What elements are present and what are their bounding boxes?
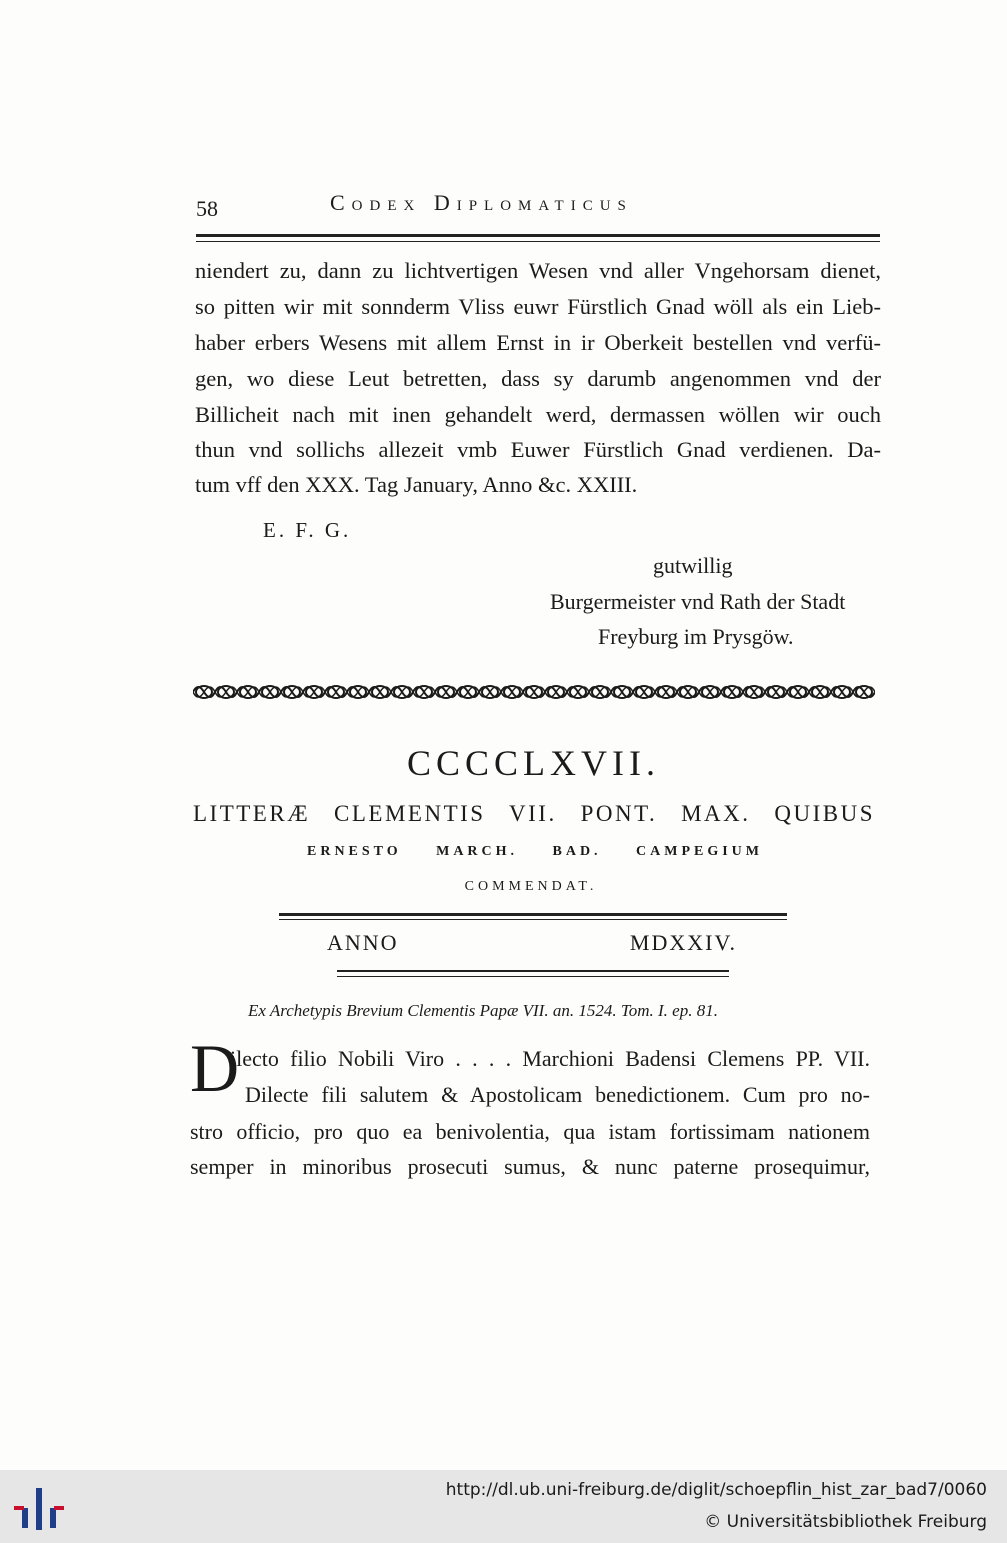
copyright-notice: © Universitätsbibliothek Freiburg <box>704 1512 987 1532</box>
running-title: Codex Diplomaticus <box>330 190 633 215</box>
text-line: ilecto filio Nobili Viro . . . . Marchioni Badensi Clemens PP. VII. <box>230 1046 870 1071</box>
text-line: so pitten wir mit sonnderm Vliss euwr Fürstlich Gnad wöll als ein Lieb- <box>195 294 881 319</box>
signature-line: Burgermeister vnd Rath der Stadt <box>550 589 846 614</box>
header-rule-thick <box>196 234 880 237</box>
page-number: 58 <box>196 196 218 221</box>
permalink-url[interactable]: http://dl.ub.uni-freiburg.de/diglit/schoepflin_hist_zar_bad7/0060 <box>445 1480 987 1500</box>
text-line: tum vff den XXX. Tag January, Anno &c. XXIII. <box>195 472 638 497</box>
year-rule-thin <box>337 976 729 977</box>
ornamental-border <box>193 678 875 706</box>
text-line: gen, wo diese Leut betretten, dass sy darumb angenommen vnd der <box>195 366 881 391</box>
document-subtitle: ERNESTO MARCH. BAD. CAMPEGIUM <box>307 844 763 859</box>
drop-cap: D <box>190 1030 240 1106</box>
text-line: niendert zu, dann zu lichtvertigen Wesen vnd aller Vngehorsam dienet, <box>195 258 881 283</box>
document-subtitle: COMMENDAT. <box>464 879 598 894</box>
text-line: stro officio, pro quo ea benivolentia, qua istam fortissimam nationem <box>190 1119 870 1144</box>
title-rule-thin <box>279 919 787 920</box>
document-year: ANNO MDXXIV. <box>327 930 737 955</box>
text-line: haber erbers Wesens mit allem Ernst in ir Oberkeit bestellen vnd verfü- <box>195 330 881 355</box>
library-logo-icon[interactable] <box>14 1484 70 1534</box>
signature-line: Freyburg im Prysgöw. <box>598 624 794 649</box>
salutation: E. F. G. <box>263 518 352 542</box>
header-rule-thin <box>196 241 880 242</box>
document-number: CCCCLXVII. <box>406 743 660 783</box>
signature-line: gutwillig <box>653 553 733 578</box>
footer-bar <box>0 1470 1007 1543</box>
year-rule-thick <box>337 970 729 972</box>
text-line: thun vnd sollichs allezeit vmb Euwer Fürstlich Gnad verdienen. Da- <box>195 437 881 462</box>
text-line: Billicheit nach mit inen gehandelt werd, dermassen wöllen wir ouch <box>195 402 881 427</box>
title-rule-thick <box>279 913 787 916</box>
text-line: Dilecte fili salutem & Apostolicam benedictionem. Cum pro no- <box>245 1082 870 1107</box>
source-citation: Ex Archetypis Brevium Clementis Papæ VII. an. 1524. Tom. I. ep. 81. <box>248 1001 718 1020</box>
text-line: semper in minoribus prosecuti sumus, & nunc paterne prosequimur, <box>190 1154 870 1179</box>
document-title: LITTERÆ CLEMENTIS VII. PONT. MAX. QUIBUS <box>193 801 875 826</box>
